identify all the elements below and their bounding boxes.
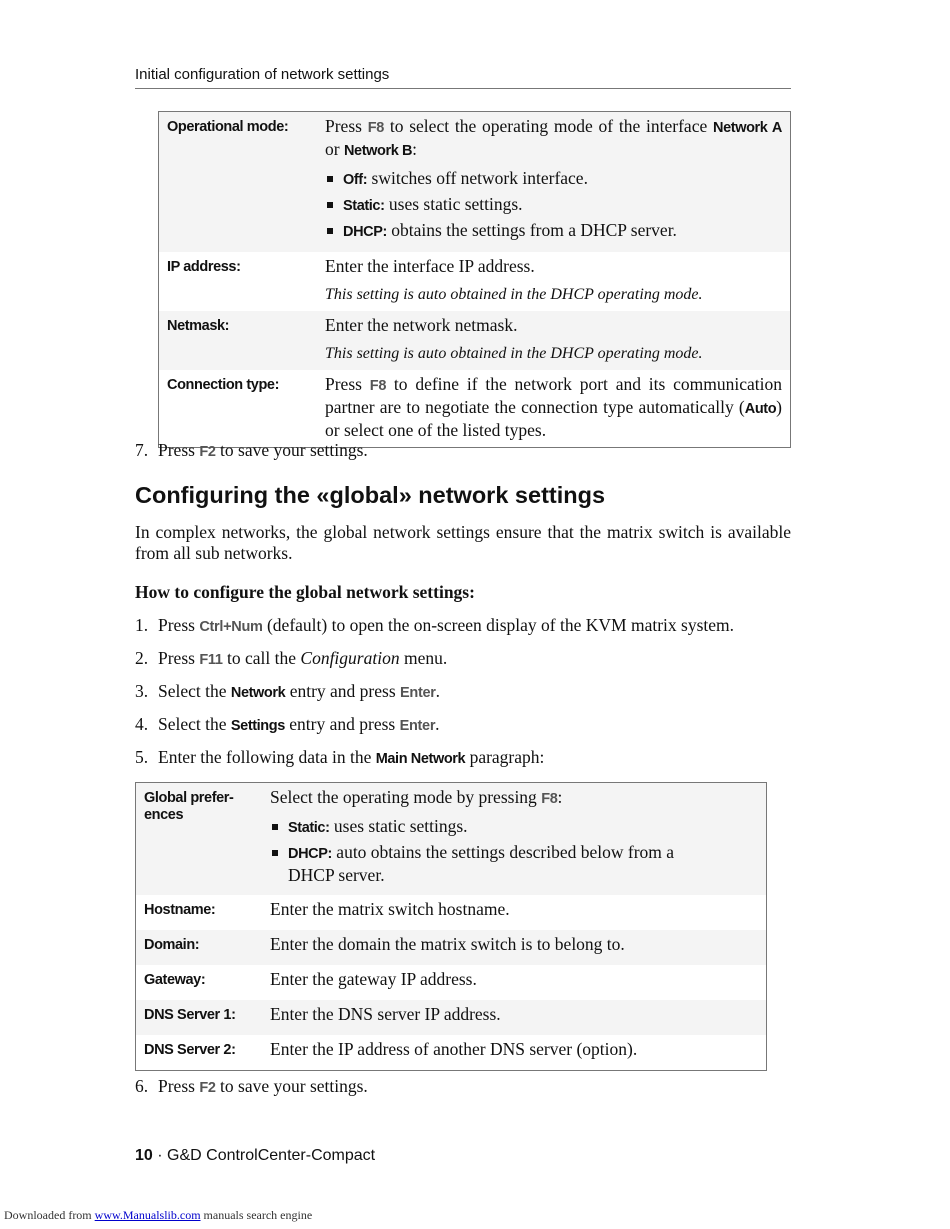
row-description: Press F8 to define if the network port and its communication partner are to negotiate the connection type automatically (Auto) or select one of the listed types. bbox=[325, 374, 782, 440]
table-row bbox=[136, 1000, 767, 1035]
row-label: Connection type: bbox=[167, 377, 280, 393]
table-row bbox=[159, 370, 791, 448]
step-7: 7. Press F2 to save your settings. bbox=[135, 440, 368, 460]
step-5: 5. Enter the following data in the Main Network paragraph: bbox=[135, 747, 545, 767]
row-description: Enter the IP address of another DNS server (option). bbox=[270, 1039, 638, 1059]
row-description: Enter the DNS server IP address. bbox=[262, 1000, 767, 1035]
row-note: This setting is auto obtained in the DHCP operating mode. bbox=[325, 345, 703, 362]
table-row bbox=[136, 895, 767, 930]
table-row bbox=[159, 311, 791, 370]
row-description: Select the operating mode by pressing F8: Static: uses static settings. DHCP: auto obtains the settings described below from a DHCP server. bbox=[262, 783, 767, 896]
list-item: Static: uses static settings. bbox=[270, 816, 758, 839]
step-3: 3. Select the Network entry and press Enter. bbox=[135, 681, 440, 701]
page-footer: 10 · G&D ControlCenter-Compact bbox=[135, 1147, 376, 1164]
row-description: Enter the matrix switch hostname. bbox=[270, 899, 510, 919]
download-source: Downloaded from www.Manualslib.com manuals search engine bbox=[4, 1208, 313, 1222]
global-network-table bbox=[135, 782, 767, 1071]
row-label: Operational mode: bbox=[159, 112, 318, 253]
list-item: DHCP: auto obtains the settings described below from a DHCP server. bbox=[270, 842, 758, 886]
page-number: 10 bbox=[135, 1147, 153, 1164]
list-item: Static: uses static settings. bbox=[325, 194, 782, 217]
table-row bbox=[159, 112, 791, 253]
row-description: Enter the network netmask. This setting is auto obtained in the DHCP operating mode. bbox=[317, 311, 791, 370]
row-label: Netmask: bbox=[159, 311, 318, 370]
row-label: Gateway: bbox=[144, 972, 206, 988]
step-2: 2. Press F11 to call the Configuration menu. bbox=[135, 648, 448, 668]
section-intro: In complex networks, the global network settings ensure that the matrix switch is available from all sub networks. bbox=[135, 522, 791, 563]
row-description: Enter the gateway IP address. bbox=[270, 969, 477, 989]
row-label: Global prefer- ences bbox=[136, 783, 263, 896]
row-note: This setting is auto obtained in the DHCP operating mode. bbox=[325, 286, 703, 303]
table-row bbox=[159, 252, 791, 311]
step-1: 1. Press Ctrl+Num (default) to open the on-screen display of the KVM matrix system. bbox=[135, 615, 734, 635]
row-label: Domain: bbox=[136, 930, 263, 965]
row-label: DNS Server 2: bbox=[144, 1042, 236, 1058]
row-description: Enter the interface IP address. This setting is auto obtained in the DHCP operating mode. bbox=[317, 252, 791, 311]
row-label: Hostname: bbox=[144, 902, 216, 918]
table-row bbox=[136, 1035, 767, 1070]
section-heading: Configuring the «global» network settings bbox=[135, 482, 606, 508]
list-item: DHCP: obtains the settings from a DHCP server. bbox=[325, 220, 782, 243]
row-label: DNS Server 1: bbox=[136, 1000, 263, 1035]
network-interface-table bbox=[158, 111, 791, 448]
table-row bbox=[136, 965, 767, 1000]
bullet-list bbox=[325, 168, 782, 243]
howto-heading: How to configure the global network settings: bbox=[135, 582, 475, 602]
table-row bbox=[136, 783, 767, 896]
row-description: Enter the domain the matrix switch is to belong to. bbox=[262, 930, 767, 965]
running-header: Initial configuration of network settings bbox=[135, 66, 791, 89]
row-label: IP address: bbox=[167, 259, 241, 275]
list-item: Off: switches off network interface. bbox=[325, 168, 782, 191]
step-6: 6. Press F2 to save your settings. bbox=[135, 1076, 368, 1096]
bullet-list bbox=[270, 816, 758, 886]
step-4: 4. Select the Settings entry and press Enter. bbox=[135, 714, 440, 734]
table-row bbox=[136, 930, 767, 965]
product-name: G&D ControlCenter-Compact bbox=[167, 1147, 376, 1164]
manualslib-link[interactable]: www.Manualslib.com bbox=[94, 1208, 201, 1222]
row-description: Press F8 to select the operating mode of the interface Network A or Network B: Off: switches off network interface. Static: uses static settings. DHCP: obtains the settings from a DHCP server. bbox=[317, 112, 791, 253]
